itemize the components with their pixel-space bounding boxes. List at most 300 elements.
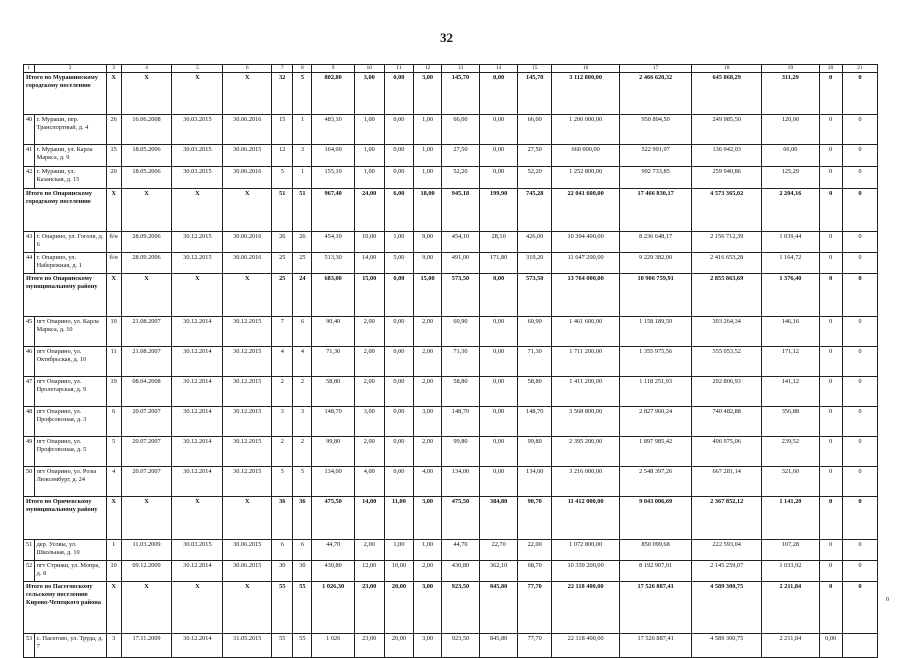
address-cell: пгт Опарино, ул. Карла Маркса, д. 10 xyxy=(34,317,106,347)
table-cell: 0 xyxy=(842,540,877,561)
table-cell: б/н xyxy=(106,253,121,274)
table-cell: 20.07.2007 xyxy=(121,467,172,497)
table-cell: X xyxy=(223,497,272,540)
table-cell: 1 xyxy=(106,540,121,561)
table-cell: 1 033,92 xyxy=(762,561,819,582)
table-cell: 32 xyxy=(272,73,293,115)
table-cell: 90,40 xyxy=(312,317,354,347)
table-cell: 683,00 xyxy=(312,274,354,317)
table-cell: 645 868,29 xyxy=(692,73,762,115)
table-cell: 2 204,16 xyxy=(762,189,819,232)
table-cell: 2 395 200,00 xyxy=(552,437,620,467)
table-cell: 3,00 xyxy=(414,582,442,634)
table-cell: X xyxy=(106,73,121,115)
table-cell: 66,00 xyxy=(762,145,819,167)
table-cell: 2,00 xyxy=(354,347,384,377)
row-number-cell: 53 xyxy=(24,634,35,658)
table-cell: 15 xyxy=(272,115,293,145)
table-cell: 09.12.2009 xyxy=(121,561,172,582)
address-cell: пгт Опарино, ул. Пролетарская, д. 9 xyxy=(34,377,106,407)
table-cell: 20,00 xyxy=(384,634,414,658)
table-cell: 8 236 648,17 xyxy=(620,232,692,253)
table-cell: 0,00 xyxy=(384,167,414,189)
table-cell: 99,80 xyxy=(312,437,354,467)
table-cell: 0 xyxy=(842,497,877,540)
table-cell: 0 xyxy=(842,145,877,167)
table-row xyxy=(24,634,878,658)
table-cell: 2,00 xyxy=(354,377,384,407)
table-cell: 6 xyxy=(272,540,293,561)
table-cell: 0 xyxy=(842,167,877,189)
column-number-cell: 13 xyxy=(441,65,479,73)
subtotal-label: Итого по Опаринскому городскому поселению xyxy=(24,189,107,232)
table-cell: 6,00 xyxy=(384,189,414,232)
table-cell: 0 xyxy=(842,561,877,582)
column-number-cell: 19 xyxy=(762,65,819,73)
table-cell: 3 568 800,00 xyxy=(552,407,620,437)
table-cell: 30.12.2015 xyxy=(223,467,272,497)
table-cell: 992 733,85 xyxy=(620,167,692,189)
table-cell: 0 xyxy=(819,145,842,167)
table-cell: 0,00 xyxy=(480,347,518,377)
table-cell: 14,00 xyxy=(354,253,384,274)
table-row xyxy=(24,347,878,377)
column-number-cell: 4 xyxy=(121,65,172,73)
table-cell: 0 xyxy=(842,73,877,115)
table-row xyxy=(24,467,878,497)
table-cell: 0 xyxy=(842,467,877,497)
table-cell: 58,80 xyxy=(312,377,354,407)
table-cell: 26 xyxy=(106,115,121,145)
table-cell: 3,00 xyxy=(354,407,384,437)
table-cell: 0 xyxy=(842,437,877,467)
table-cell: 2 211,84 xyxy=(762,634,819,658)
table-cell: 30.12.2015 xyxy=(223,377,272,407)
table-cell: X xyxy=(121,582,172,634)
row-number-cell: 43 xyxy=(24,232,35,253)
table-cell: 4 xyxy=(272,347,293,377)
table-cell: 5 xyxy=(293,73,312,115)
table-row xyxy=(24,561,878,582)
table-row xyxy=(24,167,878,189)
table-cell: 430,80 xyxy=(441,561,479,582)
table-cell: 10 339 200,00 xyxy=(552,561,620,582)
table-cell: 923,50 xyxy=(441,634,479,658)
table-cell: 0,00 xyxy=(384,437,414,467)
table-cell: 2 855 863,69 xyxy=(692,274,762,317)
table-cell: б/н xyxy=(106,232,121,253)
table-row xyxy=(24,145,878,167)
table-cell: 26 xyxy=(293,232,312,253)
table-cell: X xyxy=(172,582,223,634)
table-cell: 22 118 400,00 xyxy=(552,634,620,658)
table-cell: X xyxy=(223,189,272,232)
table-cell: 36 xyxy=(272,497,293,540)
table-cell: 1,00 xyxy=(414,540,442,561)
table-cell: 146,16 xyxy=(762,317,819,347)
table-cell: 0,00 xyxy=(384,317,414,347)
table-cell: X xyxy=(121,497,172,540)
table-cell: 25 xyxy=(272,253,293,274)
table-cell: 1 200 000,00 xyxy=(552,115,620,145)
table-row xyxy=(24,407,878,437)
table-row xyxy=(24,540,878,561)
table-cell: X xyxy=(106,497,121,540)
table-cell: 134,00 xyxy=(441,467,479,497)
table-cell: 120,00 xyxy=(762,115,819,145)
table-cell: 16.06.2008 xyxy=(121,115,172,145)
table-cell: 9 043 006,69 xyxy=(620,497,692,540)
table-cell: 26 xyxy=(272,232,293,253)
address-cell: пгт Опарино, ул. Октябрьская, д. 10 xyxy=(34,347,106,377)
table-cell: 2,00 xyxy=(354,317,384,347)
table-cell: 1 158 189,50 xyxy=(620,317,692,347)
table-cell: 107,28 xyxy=(762,540,819,561)
table-cell: 6 xyxy=(293,540,312,561)
table-cell: 30.03.2015 xyxy=(172,145,223,167)
address-cell: пгт Опарино, ул. Профсоюзная, д. 3 xyxy=(34,407,106,437)
row-number-cell: 52 xyxy=(24,561,35,582)
table-cell: 30.12.2014 xyxy=(172,407,223,437)
table-cell: 454,10 xyxy=(441,232,479,253)
table-cell: 0 xyxy=(842,253,877,274)
table-cell: 13 764 000,00 xyxy=(552,274,620,317)
table-cell: 22 118 400,00 xyxy=(552,582,620,634)
table-cell: 55 xyxy=(272,634,293,658)
column-number-cell: 1 xyxy=(24,65,35,73)
table-cell: 1,00 xyxy=(384,540,414,561)
table-cell: 90,70 xyxy=(518,497,552,540)
table-cell: 2,00 xyxy=(414,437,442,467)
row-number-cell: 48 xyxy=(24,407,35,437)
table-cell: 145,70 xyxy=(441,73,479,115)
table-cell: 145,70 xyxy=(518,73,552,115)
table-cell: 136 942,03 xyxy=(692,145,762,167)
table-cell: 8 192 907,01 xyxy=(620,561,692,582)
table-cell: 0,00 xyxy=(384,145,414,167)
table-cell: 660 000,00 xyxy=(552,145,620,167)
register-table xyxy=(23,64,878,658)
table-cell: 0 xyxy=(842,189,877,232)
table-cell: 44,70 xyxy=(312,540,354,561)
table-cell: 5 xyxy=(106,437,121,467)
column-number-cell: 11 xyxy=(384,65,414,73)
table-cell: 2 156 712,39 xyxy=(692,232,762,253)
table-cell: 30.12.2015 xyxy=(223,347,272,377)
table-cell: 134,00 xyxy=(518,467,552,497)
table-cell: 30.03.2015 xyxy=(172,540,223,561)
column-number-cell: 10 xyxy=(354,65,384,73)
table-cell: 2,00 xyxy=(414,377,442,407)
row-number-cell: 50 xyxy=(24,467,35,497)
table-cell: 0 xyxy=(819,467,842,497)
table-cell: 321,60 xyxy=(762,467,819,497)
table-cell: 0 xyxy=(819,561,842,582)
table-cell: 22,70 xyxy=(480,540,518,561)
table-cell: 0,00 xyxy=(384,407,414,437)
table-cell: 1,00 xyxy=(354,145,384,167)
table-cell: 23,00 xyxy=(354,582,384,634)
stray-mark: 0 xyxy=(886,597,889,603)
table-cell: 10 xyxy=(106,317,121,347)
table-cell: 845,80 xyxy=(480,634,518,658)
table-cell: 3,00 xyxy=(414,634,442,658)
table-row xyxy=(24,253,878,274)
table-cell: 845,80 xyxy=(480,582,518,634)
row-number-cell: 46 xyxy=(24,347,35,377)
table-cell: 667 281,14 xyxy=(692,467,762,497)
table-cell: 491,00 xyxy=(441,253,479,274)
table-cell: 12 xyxy=(272,145,293,167)
table-cell: 125,29 xyxy=(762,167,819,189)
table-cell: 2 466 620,32 xyxy=(620,73,692,115)
table-cell: 6 xyxy=(293,317,312,347)
table-cell: 5 xyxy=(293,467,312,497)
table-cell: 2 827 960,24 xyxy=(620,407,692,437)
table-cell: 10,00 xyxy=(384,561,414,582)
table-cell: 802,80 xyxy=(312,73,354,115)
table-cell: 292 806,93 xyxy=(692,377,762,407)
table-cell: 0,00 xyxy=(384,274,414,317)
table-cell: 1,00 xyxy=(414,167,442,189)
table-cell: 22 041 600,00 xyxy=(552,189,620,232)
table-cell: 1 355 975,56 xyxy=(620,347,692,377)
table-cell: 573,50 xyxy=(441,274,479,317)
column-number-cell: 7 xyxy=(272,65,293,73)
subtotal-label: Итого по Оричевскому муниципальному району xyxy=(24,497,107,540)
row-number-cell: 42 xyxy=(24,167,35,189)
table-cell: 2 xyxy=(272,437,293,467)
table-cell: 14,00 xyxy=(354,497,384,540)
subtotal-row xyxy=(24,274,878,317)
table-cell: 4 xyxy=(106,467,121,497)
column-number-cell: 9 xyxy=(312,65,354,73)
table-cell: 30.06.2016 xyxy=(223,232,272,253)
table-cell: 513,30 xyxy=(312,253,354,274)
table-cell: 148,70 xyxy=(518,407,552,437)
table-cell: 134,00 xyxy=(312,467,354,497)
table-cell: X xyxy=(223,73,272,115)
table-cell: 10 906 759,91 xyxy=(620,274,692,317)
table-cell: 7 xyxy=(272,317,293,347)
table-cell: 18.05.2006 xyxy=(121,167,172,189)
table-cell: 319,20 xyxy=(518,253,552,274)
table-cell: 9 229 382,00 xyxy=(620,253,692,274)
table-cell: 1,00 xyxy=(354,167,384,189)
table-cell: X xyxy=(121,73,172,115)
table-cell: 30.06.2016 xyxy=(223,115,272,145)
table-cell: X xyxy=(172,274,223,317)
table-cell: 11 412 000,00 xyxy=(552,497,620,540)
subtotal-row xyxy=(24,582,878,634)
table-cell: 0,00 xyxy=(384,377,414,407)
table-cell: 0 xyxy=(819,274,842,317)
table-cell: 2 367 852,12 xyxy=(692,497,762,540)
table-cell: 2 xyxy=(293,437,312,467)
table-cell: 3,00 xyxy=(414,73,442,115)
table-cell: 55 xyxy=(272,582,293,634)
table-cell: 28,10 xyxy=(480,232,518,253)
table-cell: 30.12.2014 xyxy=(172,377,223,407)
subtotal-label: Итого по Пасеговскому сельскому поселению Кирово-Чепецкого района xyxy=(24,582,107,634)
row-number-cell: 44 xyxy=(24,253,35,274)
table-cell: 1 141,20 xyxy=(762,497,819,540)
table-cell: 923,50 xyxy=(441,582,479,634)
table-cell: 3 xyxy=(272,407,293,437)
table-cell: 28.09.2006 xyxy=(121,253,172,274)
table-cell: 355 053,52 xyxy=(692,347,762,377)
table-cell: 303 264,34 xyxy=(692,317,762,347)
table-cell: 1 376,40 xyxy=(762,274,819,317)
row-number-cell: 41 xyxy=(24,145,35,167)
table-row xyxy=(24,377,878,407)
table-cell: 30.12.2014 xyxy=(172,561,223,582)
column-number-cell: 3 xyxy=(106,65,121,73)
address-cell: дер. Усовы, ул. Школьная, д. 10 xyxy=(34,540,106,561)
table-cell: 362,10 xyxy=(480,561,518,582)
table-cell: 475,50 xyxy=(312,497,354,540)
table-cell: 71,30 xyxy=(441,347,479,377)
table-cell: X xyxy=(106,582,121,634)
table-cell: 0 xyxy=(842,274,877,317)
table-cell: 0,00 xyxy=(480,317,518,347)
table-cell: 08.04.2008 xyxy=(121,377,172,407)
table-row xyxy=(24,437,878,467)
table-cell: 68,70 xyxy=(518,561,552,582)
table-cell: 30.12.2015 xyxy=(223,437,272,467)
table-cell: 24 xyxy=(293,274,312,317)
table-cell: 1 118 251,93 xyxy=(620,377,692,407)
table-cell: 30 xyxy=(272,561,293,582)
table-cell: 0 xyxy=(819,407,842,437)
table-cell: 10,00 xyxy=(354,232,384,253)
table-row xyxy=(24,232,878,253)
table-cell: 2 211,84 xyxy=(762,582,819,634)
table-cell: 496 975,06 xyxy=(692,437,762,467)
table-row xyxy=(24,317,878,347)
table-cell: 99,80 xyxy=(441,437,479,467)
column-number-cell: 2 xyxy=(34,65,106,73)
table-cell: 740 482,88 xyxy=(692,407,762,437)
table-cell: 30.12.2014 xyxy=(172,317,223,347)
table-cell: 0,00 xyxy=(480,274,518,317)
table-cell: 55 xyxy=(293,582,312,634)
table-cell: X xyxy=(121,274,172,317)
table-cell: 0,00 xyxy=(384,115,414,145)
table-cell: 141,12 xyxy=(762,377,819,407)
table-cell: 2 416 653,28 xyxy=(692,253,762,274)
table-cell: 4 573 365,02 xyxy=(692,189,762,232)
table-cell: 0 xyxy=(819,347,842,377)
table-cell: 0,00 xyxy=(480,167,518,189)
table-cell: 426,00 xyxy=(518,232,552,253)
table-cell: 52,20 xyxy=(441,167,479,189)
table-cell: 950 894,50 xyxy=(620,115,692,145)
table-cell: 1 039,44 xyxy=(762,232,819,253)
table-cell: 23,00 xyxy=(354,634,384,658)
table-cell: 0,00 xyxy=(480,407,518,437)
table-cell: 430,80 xyxy=(312,561,354,582)
table-cell: 0 xyxy=(819,232,842,253)
row-number-cell: 49 xyxy=(24,437,35,467)
table-cell: 5 xyxy=(272,167,293,189)
table-cell: 51 xyxy=(293,189,312,232)
column-number-cell: 15 xyxy=(518,65,552,73)
table-cell: 15,00 xyxy=(414,274,442,317)
row-number-cell: 51 xyxy=(24,540,35,561)
table-cell: 18,00 xyxy=(414,189,442,232)
table-cell: 30.03.2015 xyxy=(172,167,223,189)
table-cell: 0,00 xyxy=(480,145,518,167)
table-cell: 2,00 xyxy=(414,347,442,377)
table-cell: X xyxy=(172,73,223,115)
table-cell: X xyxy=(172,497,223,540)
table-cell: 18.05.2006 xyxy=(121,145,172,167)
table-cell: 30.06.2016 xyxy=(223,253,272,274)
table-cell: 199,90 xyxy=(480,189,518,232)
address-cell: г. Опарино, ул. Гоголя, д. 6 xyxy=(34,232,106,253)
table-cell: 3,00 xyxy=(414,497,442,540)
table-cell: 17 526 887,41 xyxy=(620,634,692,658)
table-cell: 10 394 400,00 xyxy=(552,232,620,253)
column-number-cell: 6 xyxy=(223,65,272,73)
table-cell: 30.12.2014 xyxy=(172,634,223,658)
table-cell: 20,00 xyxy=(384,582,414,634)
table-cell: 311,29 xyxy=(762,73,819,115)
address-cell: г. Мураши, ул. Карла Маркса, д. 9 xyxy=(34,145,106,167)
row-number-cell: 40 xyxy=(24,115,35,145)
table-cell: 20 xyxy=(106,167,121,189)
table-cell: 3 xyxy=(293,407,312,437)
table-cell: 239,52 xyxy=(762,437,819,467)
table-cell: 1 026 xyxy=(312,634,354,658)
table-cell: 11 647 200,00 xyxy=(552,253,620,274)
table-cell: 1,00 xyxy=(354,115,384,145)
table-cell: 25 xyxy=(272,274,293,317)
column-number-cell: 18 xyxy=(692,65,762,73)
table-cell: 1 xyxy=(293,115,312,145)
table-cell: 0 xyxy=(819,437,842,467)
table-cell: 1,00 xyxy=(414,115,442,145)
table-cell: 17 466 830,17 xyxy=(620,189,692,232)
table-cell: 2 xyxy=(272,377,293,407)
table-cell: 30.06.2016 xyxy=(223,167,272,189)
table-cell: X xyxy=(121,189,172,232)
table-cell: 11.03.2009 xyxy=(121,540,172,561)
table-cell: 155,10 xyxy=(312,167,354,189)
table-cell: 2,00 xyxy=(414,561,442,582)
table-cell: X xyxy=(223,274,272,317)
table-cell: 12,00 xyxy=(354,561,384,582)
table-cell: 1 072 800,00 xyxy=(552,540,620,561)
table-cell: 9,00 xyxy=(414,253,442,274)
column-number-cell: 20 xyxy=(819,65,842,73)
table-cell: 0,00 xyxy=(384,347,414,377)
table-cell: 17.11.2009 xyxy=(121,634,172,658)
table-cell: 454,10 xyxy=(312,232,354,253)
table-cell: 30.12.2015 xyxy=(172,232,223,253)
subtotal-row xyxy=(24,73,878,115)
table-cell: 30.12.2014 xyxy=(172,437,223,467)
table-cell: 259 940,86 xyxy=(692,167,762,189)
table-cell: 0,00 xyxy=(480,377,518,407)
row-number-cell: 45 xyxy=(24,317,35,347)
table-cell: 2,00 xyxy=(414,317,442,347)
table-cell: 25 xyxy=(293,253,312,274)
table-cell: 1 711 200,00 xyxy=(552,347,620,377)
table-cell: 0 xyxy=(842,317,877,347)
table-cell: 573,50 xyxy=(518,274,552,317)
